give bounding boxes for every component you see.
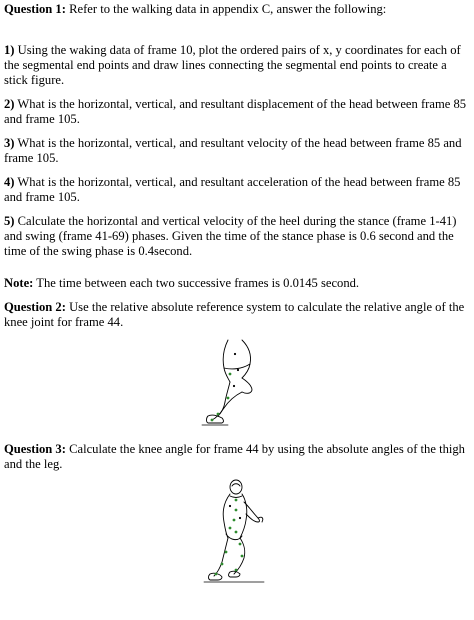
question-2 <box>4 300 468 330</box>
question-1-heading <box>4 2 468 17</box>
question-2-text: Use the relative absolute reference system to calculate the relative angle of the knee joint for frame 44. <box>4 300 465 329</box>
joint-marker <box>239 543 242 546</box>
item-number: 3) <box>4 136 15 150</box>
question-1-item-3 <box>4 136 468 166</box>
joint-marker <box>215 573 218 576</box>
joint-marker <box>235 569 238 572</box>
joint-marker <box>227 397 230 400</box>
item-text: What is the horizontal, vertical, and resultant velocity of the head between frame 85 and frame 105. <box>4 136 462 165</box>
item-text: Using the waking data of frame 10, plot the ordered pairs of x, y coordinates for each of the segmental end points and draw lines connecting the segmental end points to create a stick figure. <box>4 43 461 87</box>
marker-dot <box>239 517 241 519</box>
note <box>4 276 468 291</box>
joint-marker <box>233 519 236 522</box>
joint-marker <box>235 531 238 534</box>
question-1-item-1 <box>4 43 468 88</box>
item-number: 4) <box>4 175 15 189</box>
joint-marker <box>241 555 244 558</box>
joint-marker <box>211 419 214 422</box>
joint-marker <box>221 563 224 566</box>
question-1-label: Question 1: <box>4 2 66 16</box>
marker-dot <box>233 385 235 387</box>
note-text: The time between each two successive frames is 0.0145 second. <box>33 276 360 290</box>
question-3-text: Calculate the knee angle for frame 44 by using the absolute angles of the thigh and the leg. <box>4 442 465 471</box>
joint-marker <box>235 509 238 512</box>
item-text: Calculate the horizontal and vertical velocity of the heel during the stance (frame 1-41) and swing (frame 41-69) phases. Given the time of the stance phase is 0.6 second and the time of the swing phase is 0.4second. <box>4 214 457 258</box>
joint-marker <box>225 551 228 554</box>
joint-marker <box>217 413 220 416</box>
runner-figure-question-3 <box>200 478 270 588</box>
marker-dot <box>234 353 236 355</box>
question-1-item-2 <box>4 97 468 127</box>
question-1-item-4 <box>4 175 468 205</box>
marker-dot <box>229 505 231 507</box>
marker-dot <box>237 369 239 371</box>
question-1-item-5 <box>4 214 468 259</box>
leg-figure-question-2 <box>198 336 272 428</box>
joint-marker <box>229 373 232 376</box>
joint-marker <box>229 527 232 530</box>
question-1-text: Refer to the walking data in appendix C, answer the following: <box>65 2 387 16</box>
joint-marker <box>235 499 238 502</box>
item-number: 5) <box>4 214 15 228</box>
note-label: Note: <box>4 276 34 290</box>
item-text: What is the horizontal, vertical, and resultant displacement of the head between frame 85 and frame 105. <box>4 97 467 126</box>
question-3-label: Question 3: <box>4 442 66 456</box>
item-text: What is the horizontal, vertical, and resultant acceleration of the head between frame 85 and frame 105. <box>4 175 461 204</box>
item-number: 2) <box>4 97 15 111</box>
item-number: 1) <box>4 43 15 57</box>
question-2-label: Question 2: <box>4 300 66 314</box>
question-3 <box>4 442 468 472</box>
